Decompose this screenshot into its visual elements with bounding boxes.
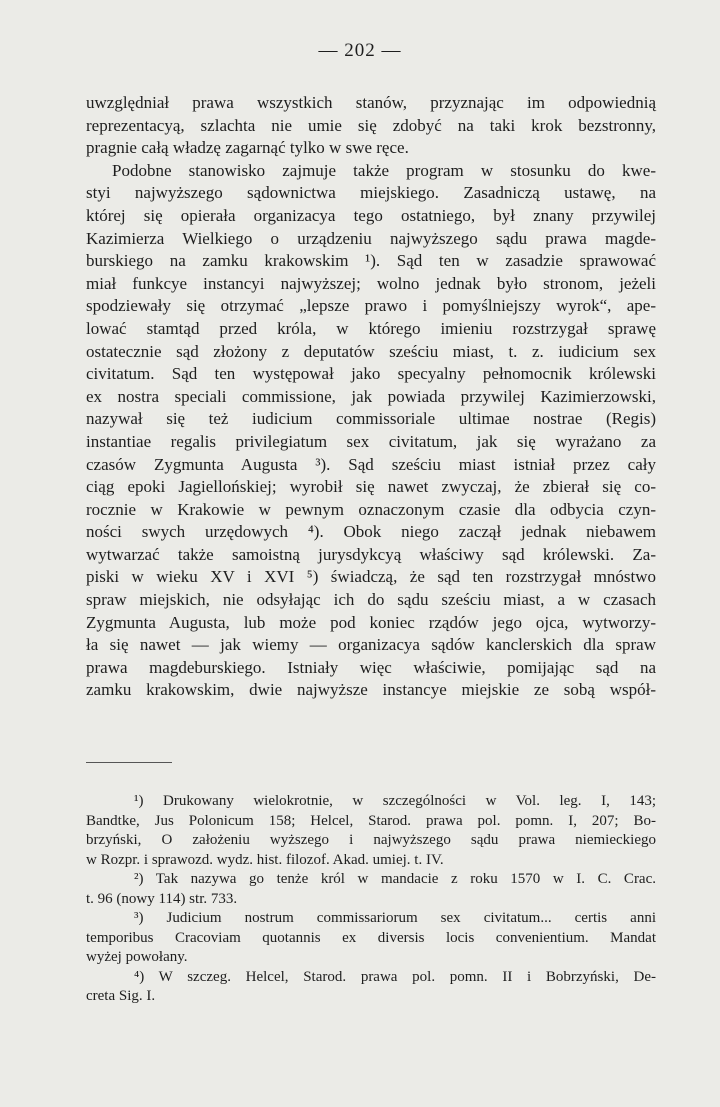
footnote-line: t. 96 (nowy 114) str. 733. [86, 890, 238, 907]
text-line: styi najwyższego sądownictwa miejskiego. Zasadniczą ustawę, na [86, 183, 656, 203]
page-number: — 202 — [318, 40, 402, 61]
text-line: ności swych urzędowych ⁴). Obok niego zaczął jednak niebawem [86, 522, 656, 542]
footnote-line: creta Sig. I. [86, 988, 156, 1004]
footnote-line: ²) Tak nazywa go tenże król w mandacie z roku 1570 w I. C. Crac. [134, 871, 656, 887]
text-line: nazywał się też iudicium commissoriale ultimae nostrae (Regis) [86, 409, 656, 429]
footnote-line: brzyński, O założeniu wyższego i najwyższego sądu prawa niemieckiego [86, 832, 656, 848]
text-line: Kazimierza Wielkiego o urządzeniu najwyższego sądu prawa magde- [86, 228, 656, 248]
text-line: której się opierała organizacya tego ostatniego, był znany przywilej [86, 205, 656, 225]
text-line: instantiae regalis privilegiatum sex civitatum, jak się wyrażano za [86, 431, 656, 451]
text-line: lować stamtąd przed króla, w którego imieniu rozstrzygał sprawę [86, 318, 656, 338]
footnote-line: ⁴) W szczeg. Helcel, Starod. prawa pol. pomn. II i Bobrzyński, De- [134, 968, 656, 985]
text-line: miał funkcye instancyi najwyższej; wolno jednak było stronom, jeżeli [86, 273, 656, 293]
text-line: prawa magdeburskiego. Istniały więc właściwie, pomijając sąd na [86, 657, 656, 677]
footnote-line: wyżej powołany. [86, 949, 188, 965]
text-line: pragnie całą władzę zagarnąć tylko w swe ręce. [86, 138, 409, 158]
footnote-line: ¹) Drukowany wielokrotnie, w szczególności w Vol. leg. I, 143; [134, 793, 656, 809]
footnote-line: ³) Judicium nostrum commissariorum sex civitatum... certis anni [134, 910, 656, 926]
text-line: wytwarzać także samoistną jurysdykcyą właściwy sąd królewski. Za- [86, 544, 656, 564]
text-line: czasów Zygmunta Augusta ³). Sąd sześciu miast istniał przez cały [86, 454, 656, 474]
footnote-line: temporibus Cracoviam quotannis ex diversis locis convenientium. Mandat [86, 929, 656, 946]
text-line: spodziewały się otrzymać „lepsze prawo i pomyślniejszy wyrok“, ape- [86, 296, 656, 316]
text-line: uwzględniał prawa wszystkich stanów, przyznając im odpowiednią [86, 93, 656, 112]
text-line: ciąg epoki Jagiellońskiej; wyrobił się nawet zwyczaj, że zbierał się co- [86, 477, 656, 497]
text-line: reprezentacyą, szlachta nie umie się zdobyć na taki krok bezstronny, [86, 115, 656, 135]
text-line: burskiego na zamku krakowskim ¹). Sąd ten w zasadzie sprawować [86, 251, 656, 271]
text-line: piski w wieku XV i XVI ⁵) świadczą, że sąd ten rozstrzygał mnóstwo [86, 567, 656, 587]
body-text [86, 92, 656, 702]
text-line: ex nostra speciali commissione, jak powiada przywilej Kazimierzowski, [86, 386, 656, 406]
footnote-divider [86, 762, 172, 763]
text-line: Zygmunta Augusta, lub może pod koniec rządów jego ojca, wytworzy- [86, 612, 656, 632]
text-line: rocznie w Krakowie w pewnym oznaczonym czasie dla odbycia czyn- [86, 499, 656, 519]
footnotes [86, 792, 656, 1007]
footnote-line: w Rozpr. i sprawozd. wydz. hist. filozof. Akad. umiej. t. IV. [86, 851, 444, 868]
text-line: ostatecznie sąd złożony z deputatów sześciu miast, t. z. iudicium sex [86, 341, 656, 361]
footnote-line: Bandtke, Jus Polonicum 158; Helcel, Starod. prawa pol. pomn. I, 207; Bo- [86, 812, 656, 829]
text-line: spraw miejskich, nie odsyłając ich do sądu sześciu miast, a w czasach [86, 590, 656, 610]
text-line: civitatum. Sąd ten występował jako specyalny pełnomocnik królewski [86, 364, 656, 384]
text-line: ła się nawet — jak wiemy — organizacya sądów kanclerskich dla spraw [86, 635, 656, 655]
text-line: zamku krakowskim, dwie najwyższe instancye miejskie ze sobą współ- [86, 680, 656, 700]
text-line: Podobne stanowisko zajmuje także program w stosunku do kwe- [112, 160, 656, 180]
